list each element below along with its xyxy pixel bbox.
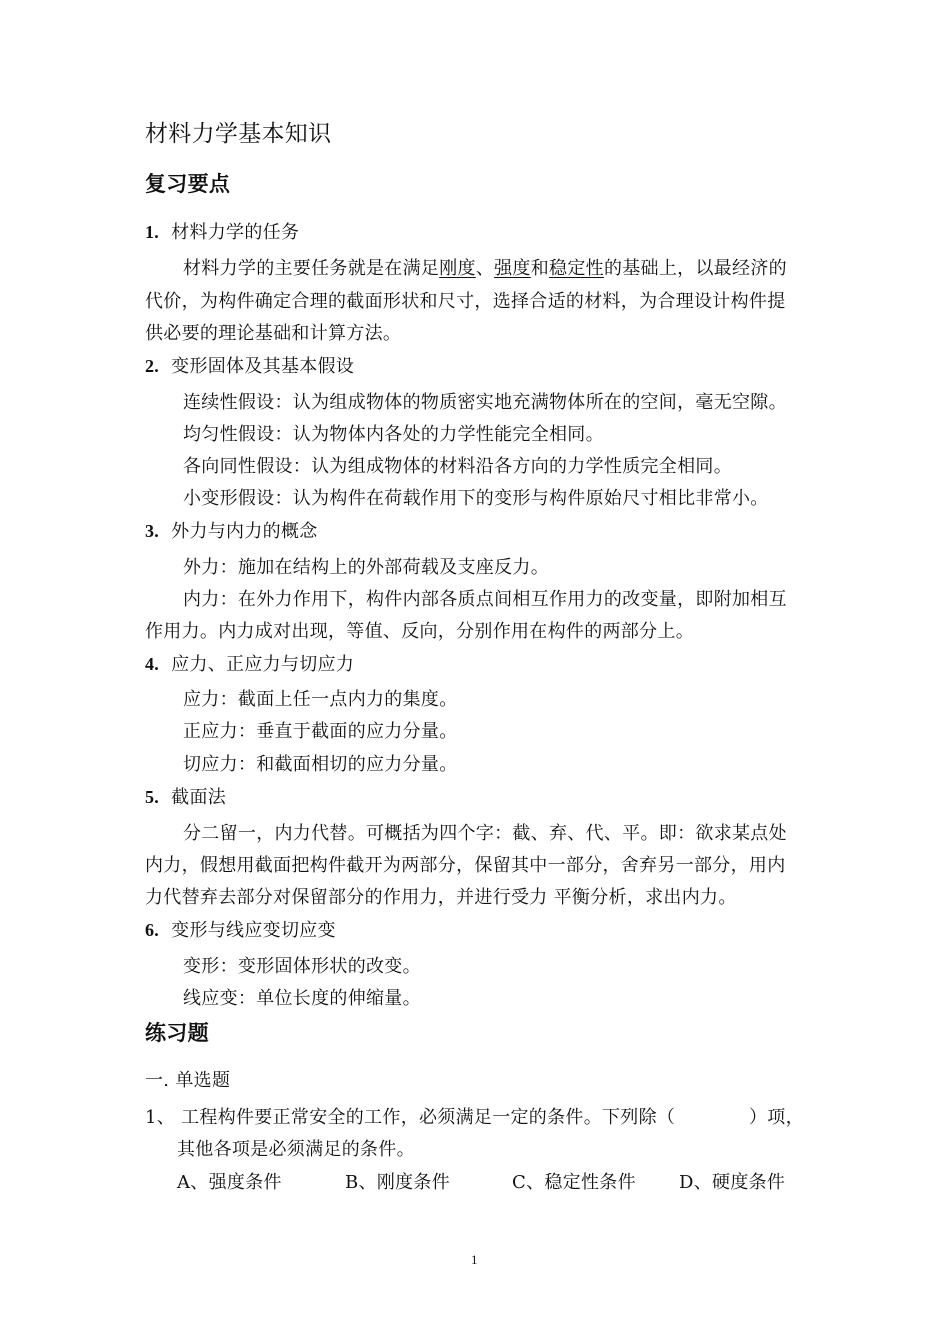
section-title: 变形固体及其基本假设 [171,356,355,377]
section-method-line-1: 分二留一，内力代替。可概括为四个字：截、弃、代、平。即：欲求某点处 [183,823,787,844]
section-method-line-2: 内力，假想用截面把构件截开为两部分，保留其中一部分，舍弃另一部分，用内 [145,855,786,876]
option-a: A、强度条件 [177,1172,282,1193]
section-number: 3. [145,521,160,541]
linear-strain-definition: 线应变：单位长度的伸缩量。 [183,988,421,1009]
section-5-heading [145,787,226,808]
underlined-term: 刚度 [439,258,476,279]
section-1-paragraph-line-3: 供必要的理论基础和计算方法。 [145,323,402,344]
section-title: 外力与内力的概念 [171,521,318,542]
document-title: 材料力学基本知识 [145,121,332,147]
section-title: 材料力学的任务 [171,222,300,243]
internal-force-definition-line-1: 内力：在外力作用下，构件内部各质点间相互作用力的改变量，即附加相互 [183,589,787,610]
assumption-homogeneity: 均匀性假设：认为物体内各处的力学性能完全相同。 [183,424,604,445]
text-run: 和 [530,258,550,279]
text-run: 、 [475,258,495,279]
section-1-heading [145,222,299,243]
option-b: B、刚度条件 [345,1172,451,1193]
assumption-continuity: 连续性假设：认为组成物体的物质密实地充满物体所在的空间，毫无空隙。 [183,392,787,413]
section-number: 2. [145,356,160,376]
section-number: 4. [145,654,160,674]
text-run: 的基础上，以最经济的 [603,258,787,279]
question-1-line-1 [145,1108,675,1128]
text-run: 材料力学的主要任务就是在满足 [183,258,440,279]
section-3-heading [145,521,318,542]
question-number: 1、 [145,1107,176,1128]
page-number: 1 [471,1252,478,1267]
assumption-small-deformation: 小变形假设：认为构件在荷载作用下的变形与构件原始尺寸相比非常小。 [183,488,769,509]
section-4-heading [145,654,354,675]
section-6-heading [145,920,336,941]
underlined-term: 稳定性 [549,258,604,279]
question-text: 工程构件要正常安全的工作，必须满足一定的条件。下列除（ [181,1107,676,1128]
section-title: 应力、正应力与切应力 [171,654,355,675]
practice-heading: 练习题 [145,1020,209,1045]
assumption-isotropy: 各向同性假设：认为组成物体的材料沿各方向的力学性质完全相同。 [183,456,732,477]
underlined-term: 强度 [494,258,531,279]
question-1-line-1-end: ）项， [749,1107,804,1128]
section-title: 截面法 [171,787,227,808]
normal-stress-definition: 正应力：垂直于截面的应力分量。 [183,721,458,742]
review-heading: 复习要点 [145,171,231,196]
section-number: 6. [145,920,160,940]
section-2-heading [145,356,354,377]
external-force-definition: 外力：施加在结构上的外部荷载及支座反力。 [183,557,549,578]
question-1-line-2: 其他各项是必须满足的条件。 [177,1139,415,1160]
internal-force-definition-line-2: 作用力。内力成对出现，等值、反向，分别作用在构件的两部分上。 [145,621,694,642]
single-choice-heading: 一. 单选题 [145,1070,231,1091]
section-1-paragraph-line-1 [183,259,787,279]
section-title: 变形与线应变切应变 [171,920,336,941]
option-c: C、稳定性条件 [512,1172,636,1193]
shear-stress-definition: 切应力：和截面相切的应力分量。 [183,754,458,775]
stress-definition: 应力：截面上任一点内力的集度。 [183,689,458,710]
section-1-paragraph-line-2: 代价，为构件确定合理的截面形状和尺寸，选择合适的材料，为合理设计构件提 [145,291,786,312]
option-d: D、硬度条件 [679,1172,786,1193]
deformation-definition: 变形：变形固体形状的改变。 [183,956,421,977]
section-method-line-3: 力代替弃去部分对保留部分的作用力，并进行受力 平衡分析，求出内力。 [145,887,737,908]
section-number: 1. [145,222,160,242]
section-number: 5. [145,787,160,807]
